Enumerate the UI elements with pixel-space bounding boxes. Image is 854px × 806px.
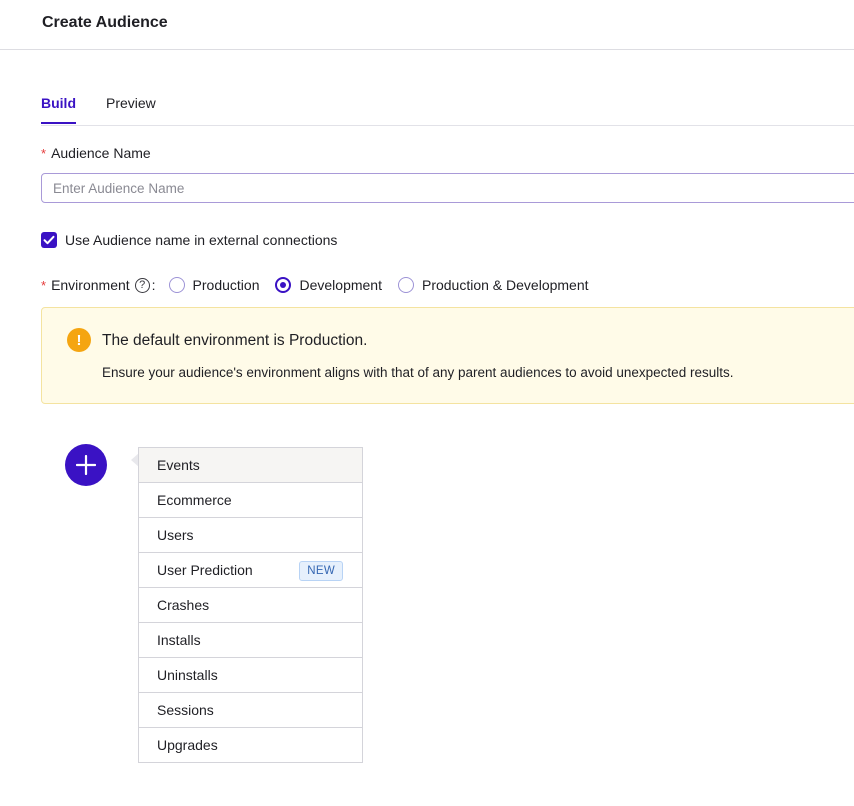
menu-item-ecommerce[interactable] xyxy=(139,483,362,518)
menu-item-label: Installs xyxy=(157,632,201,648)
menu-item-sessions[interactable] xyxy=(139,693,362,728)
add-criteria-button[interactable] xyxy=(65,444,107,486)
environment-alert xyxy=(41,307,854,404)
external-connections-label: Use Audience name in external connections xyxy=(65,231,338,248)
menu-item-label: Crashes xyxy=(157,597,210,613)
alert-title: The default environment is Production. xyxy=(102,332,368,349)
alert-body: Ensure your audience's environment aligns with that of any parent audiences to avoid unexpected results. xyxy=(102,365,734,380)
radio-production-label[interactable]: Production xyxy=(192,277,260,293)
environment-label: Environment xyxy=(51,277,130,293)
tab-bar xyxy=(41,88,854,126)
environment-colon: : xyxy=(151,277,156,293)
radio-development-label[interactable]: Development xyxy=(299,277,382,293)
menu-item-crashes[interactable] xyxy=(139,588,362,623)
menu-item-label: Upgrades xyxy=(157,737,218,753)
menu-item-user-prediction[interactable] xyxy=(139,553,362,588)
menu-item-events[interactable] xyxy=(139,448,362,483)
audience-name-label xyxy=(41,145,151,161)
tab-build[interactable]: Build xyxy=(41,95,76,124)
menu-item-installs[interactable] xyxy=(139,623,362,658)
radio-production-development[interactable] xyxy=(398,277,414,293)
menu-item-label: Users xyxy=(157,527,194,543)
menu-item-uninstalls[interactable] xyxy=(139,658,362,693)
audience-name-input[interactable] xyxy=(41,173,854,203)
menu-item-upgrades[interactable] xyxy=(139,728,362,762)
menu-item-label: Ecommerce xyxy=(157,492,232,508)
new-badge: NEW xyxy=(299,561,343,581)
radio-production[interactable] xyxy=(169,277,185,293)
radio-development[interactable] xyxy=(275,277,291,293)
plus-icon xyxy=(76,455,96,475)
warning-icon: ! xyxy=(67,328,91,352)
page-header xyxy=(0,0,854,50)
page-title: Create Audience xyxy=(42,14,168,31)
external-connections-option xyxy=(41,231,337,248)
audience-name-label-text: Audience Name xyxy=(51,145,151,161)
menu-item-label: Events xyxy=(157,457,200,473)
environment-row xyxy=(41,276,605,294)
radio-production-development-label[interactable]: Production & Development xyxy=(421,277,589,293)
menu-item-label: User Prediction xyxy=(157,562,253,578)
required-marker: * xyxy=(41,277,47,293)
menu-item-label: Sessions xyxy=(157,702,214,718)
required-marker: * xyxy=(41,146,47,161)
external-connections-checkbox[interactable] xyxy=(41,232,57,248)
tab-preview[interactable]: Preview xyxy=(106,95,156,111)
menu-item-users[interactable] xyxy=(139,518,362,553)
menu-item-label: Uninstalls xyxy=(157,667,218,683)
checkmark-icon xyxy=(43,235,55,245)
question-circle-icon[interactable]: ? xyxy=(135,278,150,293)
criteria-menu xyxy=(138,447,363,763)
